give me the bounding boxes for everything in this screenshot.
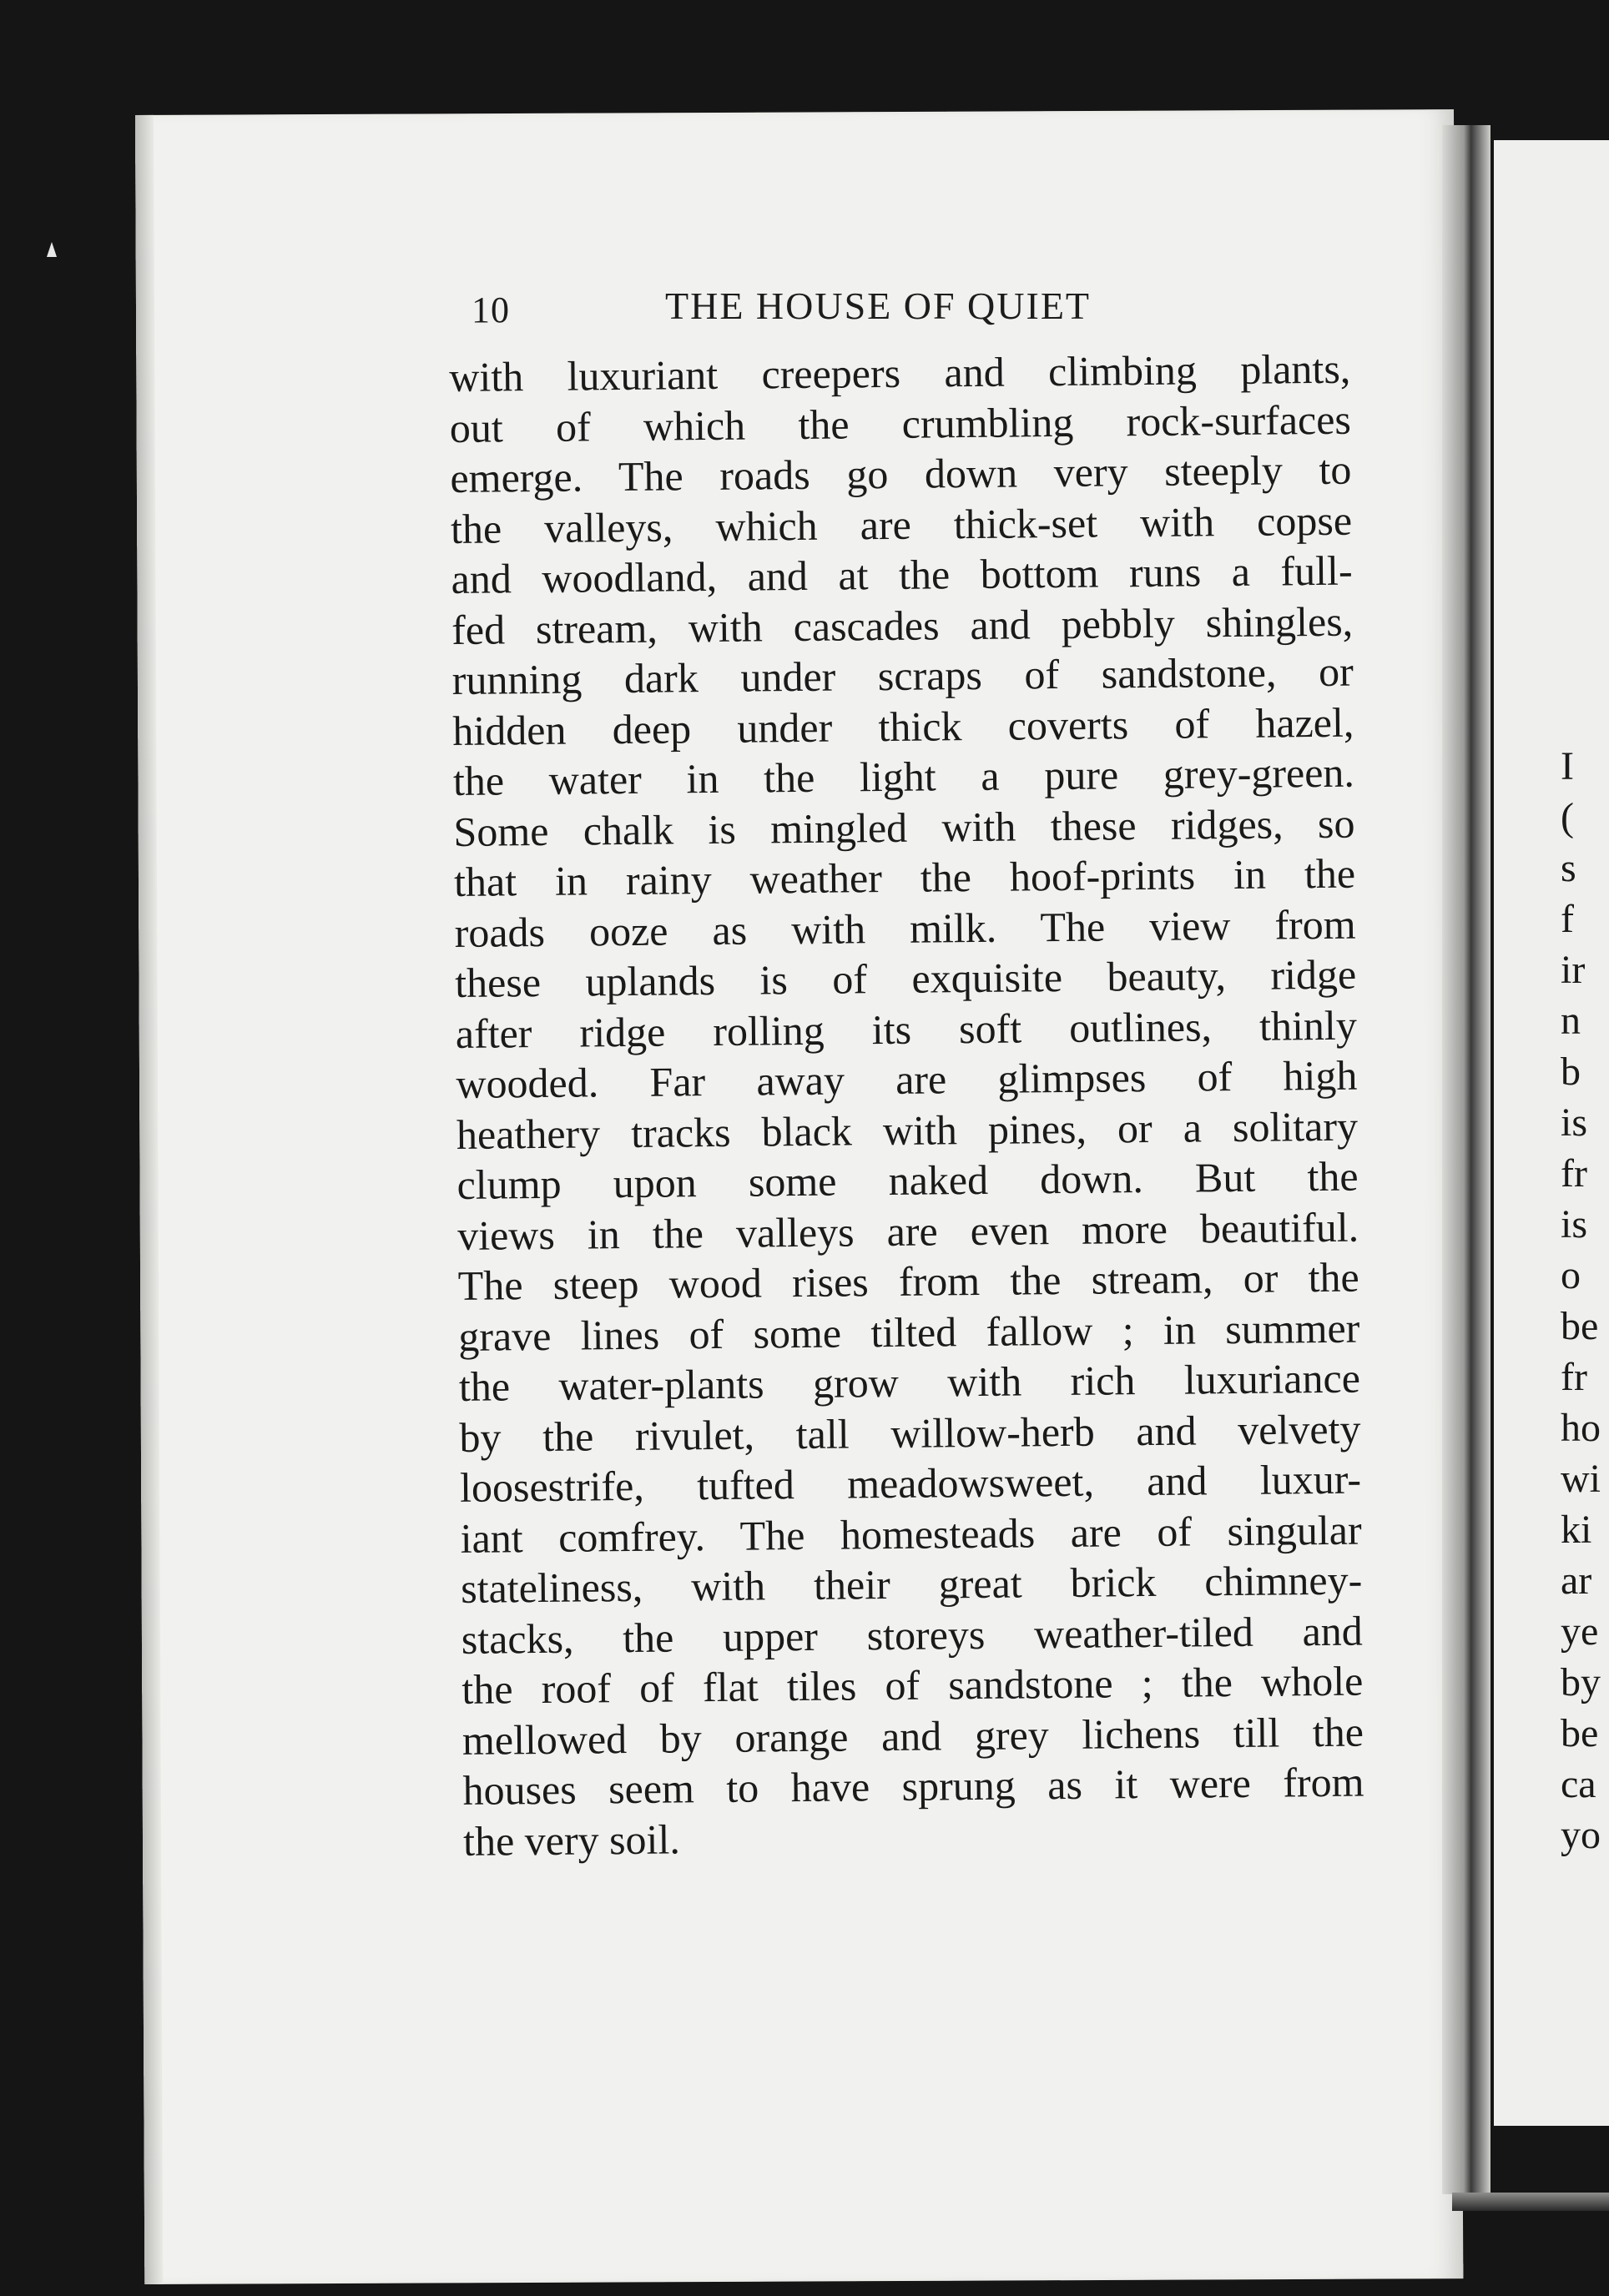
text-line: Some chalk is mingled with these ridges, so	[453, 799, 1355, 855]
text-line: clump upon some naked down. But the	[456, 1152, 1359, 1208]
text-line: that in rainy weather the hoof-prints in the	[453, 849, 1356, 905]
body-text	[449, 344, 1364, 1866]
text-line: out of which the crumbling rock-surfaces	[449, 395, 1352, 451]
text-line: grave lines of some tilted fallow ; in summer	[458, 1304, 1360, 1360]
facing-line: s	[1561, 846, 1576, 890]
text-line: the valleys, which are thick-set with copse	[450, 496, 1353, 552]
text-line: houses seem to have sprung as it were from	[462, 1758, 1364, 1814]
text-line: the water-plants grow with rich luxuriance	[458, 1354, 1361, 1410]
facing-line: ar	[1561, 1558, 1592, 1603]
facing-line: ye	[1561, 1609, 1599, 1654]
text-line: emerge. The roads go down very steeply to	[450, 446, 1352, 501]
text-line: wooded. Far away are glimpses of high	[456, 1051, 1358, 1107]
text-line: roads ooze as with milk. The view from	[454, 900, 1356, 956]
text-line: The steep wood rises from the stream, or the	[457, 1253, 1359, 1309]
facing-line: is	[1561, 1100, 1588, 1145]
text-line: loosestrife, tufted meadowsweet, and luxur-	[459, 1455, 1362, 1511]
facing-page-text	[1561, 741, 1609, 1860]
facing-line: b	[1561, 1050, 1581, 1094]
scan-mark	[47, 242, 57, 257]
page-edge-shadow	[1452, 2193, 1609, 2211]
text-line: the roof of flat tiles of sandstone ; the whole	[462, 1657, 1364, 1713]
facing-line: o	[1561, 1253, 1581, 1297]
text-line: the water in the light a pure grey-green.	[452, 748, 1355, 804]
facing-line: fr	[1561, 1355, 1587, 1399]
facing-line: ir	[1561, 948, 1586, 992]
text-line: stacks, the upper storeys weather-tiled and	[461, 1607, 1364, 1663]
facing-line: n	[1561, 999, 1581, 1043]
facing-line: ca	[1561, 1762, 1596, 1806]
page-number: 10	[472, 290, 510, 330]
book-gutter	[1442, 125, 1490, 2194]
text-line: stateliness, with their great brick chimney-	[460, 1556, 1363, 1612]
text-line: views in the valleys are even more beautiful.	[456, 1203, 1359, 1259]
facing-line: ki	[1561, 1508, 1592, 1552]
running-head	[472, 284, 1189, 342]
facing-line: wi	[1561, 1457, 1601, 1501]
facing-line: ho	[1561, 1406, 1601, 1450]
text-line: hidden deep under thick coverts of hazel,	[452, 698, 1354, 754]
facing-line: be	[1561, 1304, 1599, 1348]
facing-line: yo	[1561, 1813, 1601, 1857]
text-line: these uplands is of exquisite beauty, ridge	[454, 950, 1357, 1006]
facing-line: (	[1561, 795, 1574, 839]
text-line: with luxuriant creepers and climbing plants,	[449, 345, 1351, 400]
text-line: after ridge rolling its soft outlines, thinly	[455, 1001, 1358, 1057]
running-title: THE HOUSE OF QUIET	[665, 284, 1092, 327]
facing-line: fr	[1561, 1151, 1587, 1196]
text-line: mellowed by orange and grey lichens till the	[462, 1708, 1364, 1764]
facing-line: f	[1561, 897, 1574, 941]
text-line: iant comfrey. The homesteads are of singular	[460, 1506, 1362, 1562]
facing-line: I	[1561, 744, 1574, 788]
text-line: by the rivulet, tall willow-herb and velvety	[459, 1405, 1361, 1461]
text-line: running dark under scraps of sandstone, or	[451, 647, 1354, 703]
text-line: heathery tracks black with pines, or a solitary	[456, 1102, 1359, 1158]
text-line: and woodland, and at the bottom runs a full-	[451, 546, 1353, 602]
text-line: the very soil.	[462, 1815, 681, 1865]
facing-line: is	[1561, 1202, 1588, 1246]
text-line: fed stream, with cascades and pebbly shingles,	[451, 597, 1354, 653]
facing-line: be	[1561, 1711, 1599, 1755]
facing-line: by	[1561, 1660, 1601, 1704]
